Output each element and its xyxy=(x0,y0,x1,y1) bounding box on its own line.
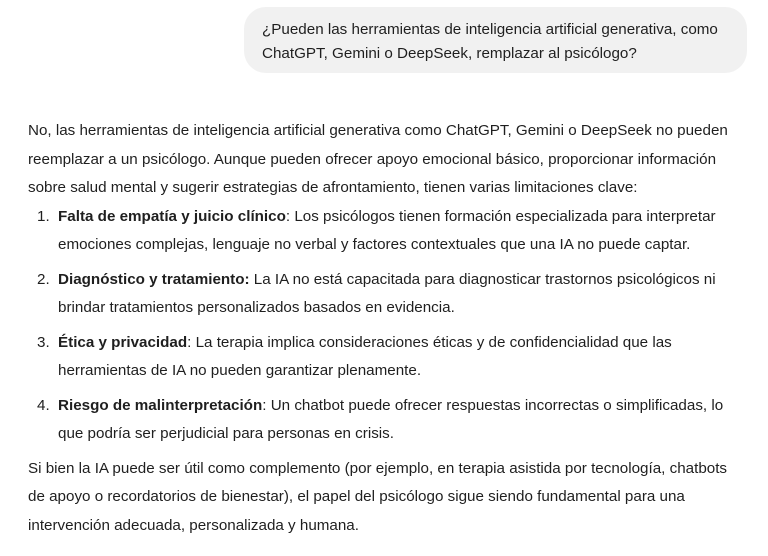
list-item xyxy=(28,392,748,449)
user-message-text: ¿Pueden las herramientas de inteligencia artificial generativa, como ChatGPT, Gemini o DeepSeek, remplazar al psicólogo? xyxy=(262,21,718,62)
list-item-text: : Un chatbot puede ofrecer respuestas incorrectas o simplificadas, lo que podría ser perjudicial para personas en crisis. xyxy=(58,396,724,442)
list-item-number: 3. xyxy=(37,333,50,351)
list-item-number: 1. xyxy=(37,207,50,225)
list-item-text: La IA no está capacitada para diagnosticar trastornos psicológicos ni brindar tratamientos personalizados basados en evidencia. xyxy=(58,270,716,316)
list-item-text: : La terapia implica consideraciones éticas y de confidencialidad que las herramientas de IA no pueden garantizar plenamente. xyxy=(58,333,672,379)
list-item-number: 4. xyxy=(37,396,50,414)
list-item-term: Falta de empatía y juicio clínico xyxy=(58,207,286,225)
response-outro: Si bien la IA puede ser útil como complemento (por ejemplo, en terapia asistida por tecnología, chatbots de apoyo o recordatorios de bienestar), el papel del psicólogo sigue siendo fundamental para una intervención adecuada, personalizada y humana. xyxy=(28,459,728,534)
list-item-term: Ética y privacidad xyxy=(58,333,188,351)
list-item-term: Diagnóstico y tratamiento: xyxy=(58,270,250,288)
assistant-response xyxy=(28,117,748,540)
list-item xyxy=(28,266,748,323)
response-intro: No, las herramientas de inteligencia artificial generativa como ChatGPT, Gemini o DeepSeek no pueden reemplazar a un psicólogo. Aunque pueden ofrecer apoyo emocional básico, proporcionar información sobre salud mental y sugerir estrategias de afrontamiento, tienen varias limitaciones clave: xyxy=(28,122,728,196)
list-item-number: 2. xyxy=(37,270,50,288)
user-message-bubble xyxy=(244,7,747,73)
limitations-list xyxy=(28,203,748,449)
list-item xyxy=(28,203,748,260)
list-item xyxy=(28,329,748,386)
list-item-text: : Los psicólogos tienen formación especializada para interpretar emociones complejas, lenguaje no verbal y factores contextuales que una IA no puede captar. xyxy=(58,207,716,253)
list-item-term: Riesgo de malinterpretación xyxy=(58,396,263,414)
